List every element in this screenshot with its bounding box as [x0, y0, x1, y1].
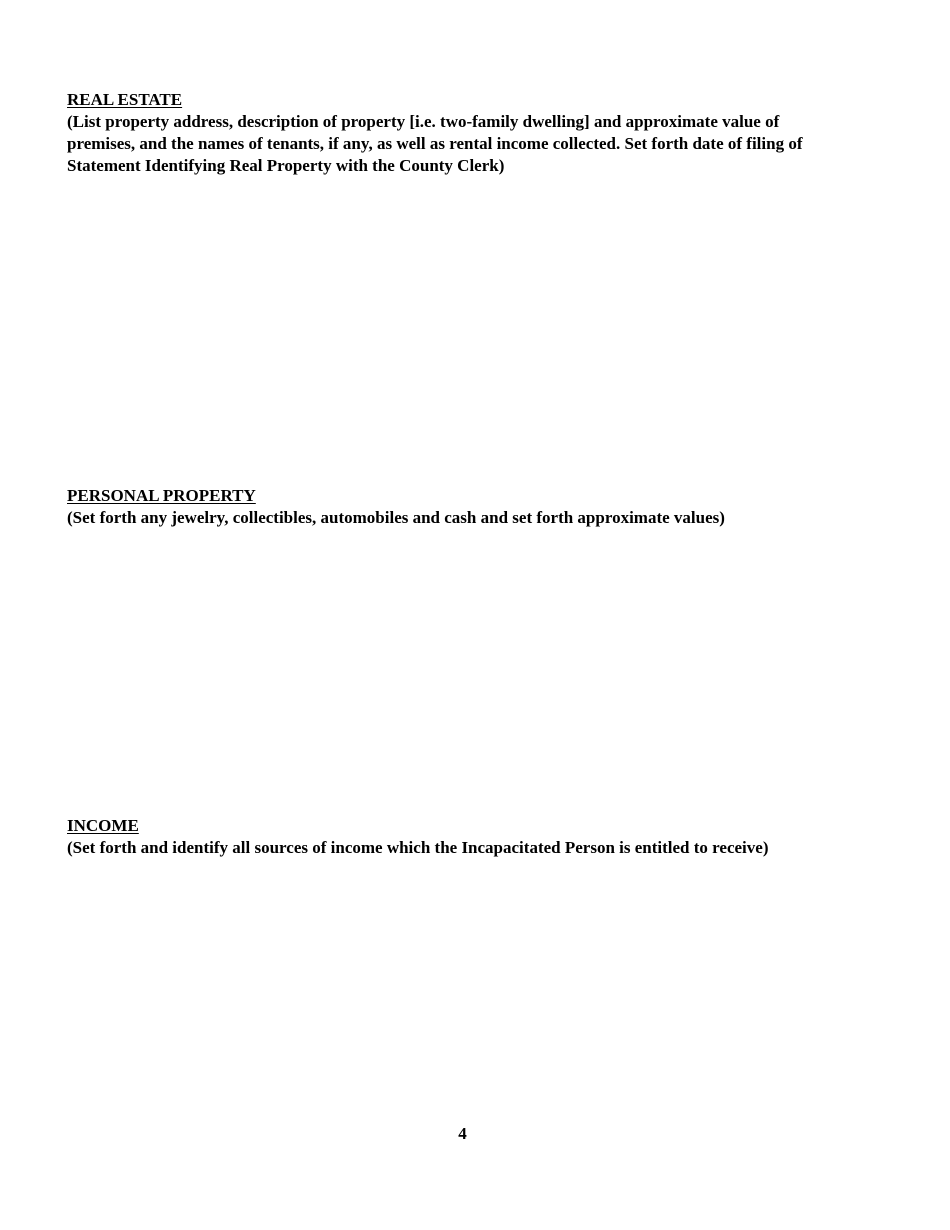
real-estate-section — [67, 89, 897, 177]
instruction-line: Statement Identifying Real Property with the County Clerk) — [67, 156, 505, 175]
income-heading: INCOME — [67, 816, 139, 835]
real-estate-heading: REAL ESTATE — [67, 90, 183, 109]
instruction-line: premises, and the names of tenants, if any, as well as rental income collected. Set forth date of filing of — [67, 134, 803, 153]
income-section — [67, 815, 897, 859]
instruction-line: (List property address, description of property [i.e. two-family dwelling] and approximate value of — [67, 112, 780, 131]
page-number: 4 — [458, 1124, 467, 1143]
personal-property-section — [67, 485, 897, 529]
income-instructions — [67, 837, 897, 859]
instruction-line: (Set forth any jewelry, collectibles, automobiles and cash and set forth approximate values) — [67, 508, 725, 527]
instruction-line: (Set forth and identify all sources of income which the Incapacitated Person is entitled to receive) — [67, 838, 769, 857]
real-estate-instructions — [67, 111, 897, 177]
personal-property-heading: PERSONAL PROPERTY — [67, 486, 256, 505]
personal-property-instructions — [67, 507, 897, 529]
